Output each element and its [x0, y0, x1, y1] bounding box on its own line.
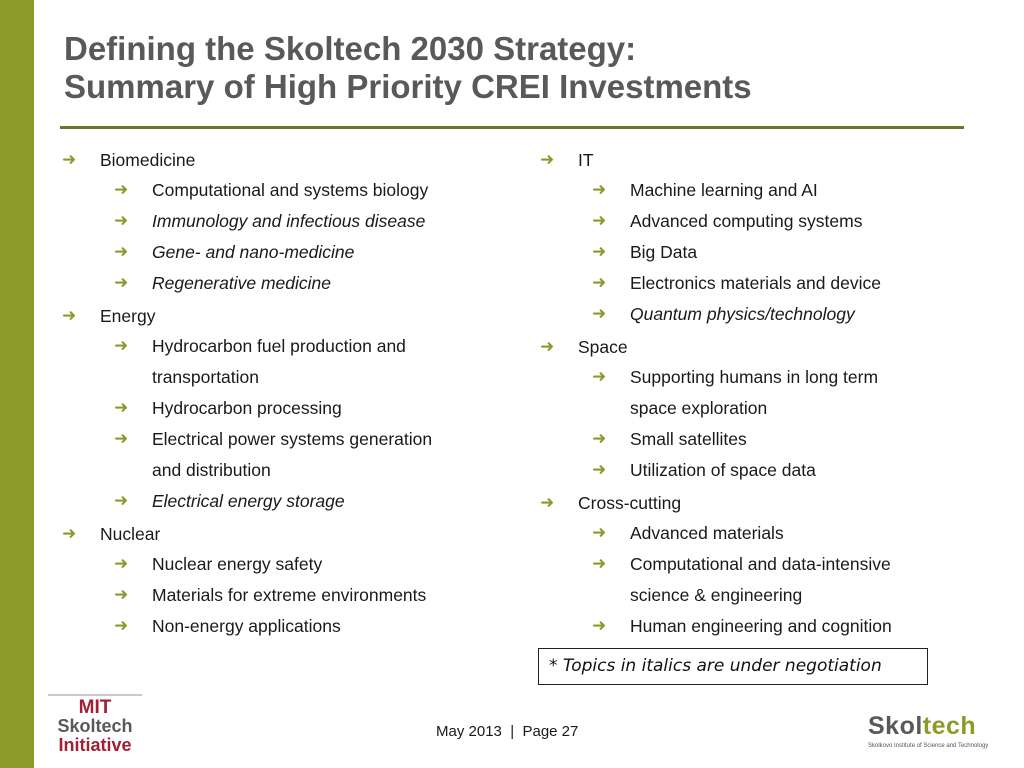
- topic-item: [540, 148, 960, 330]
- arrow-icon: ➜: [114, 554, 129, 574]
- subtopic-label: Electrical energy storage: [152, 491, 345, 511]
- arrow-icon: ➜: [592, 367, 607, 387]
- topic-item: [62, 522, 492, 642]
- subtopic-label: Human engineering and cognition: [630, 616, 892, 636]
- subtopic-label-cont: science & engineering: [630, 585, 803, 605]
- footer: [436, 723, 578, 740]
- subtopic-label: Advanced computing systems: [630, 211, 863, 231]
- arrow-icon: ➜: [62, 306, 77, 326]
- arrow-icon: ➜: [592, 460, 607, 480]
- arrow-icon: ➜: [62, 524, 77, 544]
- left-accent-bar: [0, 0, 34, 768]
- arrow-icon: ➜: [114, 180, 129, 200]
- subtopic-label: Nuclear energy safety: [152, 554, 323, 574]
- subtopic-item: [100, 424, 492, 486]
- subtopic-label: Gene- and nano-medicine: [152, 242, 355, 262]
- subtopic-label: Non-energy applications: [152, 616, 341, 636]
- arrow-icon: ➜: [114, 242, 129, 262]
- subtopic-list: [578, 362, 960, 486]
- arrow-icon: ➜: [114, 585, 129, 605]
- arrow-icon: ➜: [62, 150, 77, 170]
- subtopic-label: Small satellites: [630, 429, 747, 449]
- subtopic-label-cont: space exploration: [630, 398, 768, 418]
- title-divider: [60, 126, 964, 129]
- title-line-2: Summary of High Priority CREI Investments: [64, 68, 752, 105]
- skoltech-logo: [868, 712, 992, 752]
- subtopic-label: Machine learning and AI: [630, 180, 818, 200]
- title-line-1: Defining the Skoltech 2030 Strategy:: [64, 30, 637, 67]
- arrow-icon: ➜: [114, 211, 129, 231]
- arrow-icon: ➜: [540, 493, 555, 513]
- subtopic-label: Regenerative medicine: [152, 273, 331, 293]
- arrow-icon: ➜: [114, 491, 129, 511]
- right-topic-list: [540, 148, 960, 647]
- subtopic-label: Computational and systems biology: [152, 180, 429, 200]
- subtopic-list: [578, 518, 960, 642]
- subtopic-item: [578, 362, 960, 424]
- subtopic-item: [100, 175, 492, 206]
- subtopic-label: Materials for extreme environments: [152, 585, 427, 605]
- arrow-icon: ➜: [592, 211, 607, 231]
- subtopic-item: [100, 611, 492, 642]
- topic-item: [540, 491, 960, 642]
- arrow-icon: ➜: [592, 554, 607, 574]
- logo-skoltech-text: Skoltech: [57, 716, 133, 736]
- subtopic-label: Supporting humans in long term: [630, 367, 879, 387]
- subtopic-item: [578, 299, 960, 330]
- logo-mit-text: MIT: [78, 697, 112, 718]
- arrow-icon: ➜: [592, 273, 607, 293]
- mit-skoltech-logo: [48, 694, 142, 758]
- subtopic-item: [578, 268, 960, 299]
- topic-label: Biomedicine: [100, 150, 196, 170]
- subtopic-label: Immunology and infectious disease: [152, 211, 426, 231]
- subtopic-item: [100, 331, 492, 393]
- arrow-icon: ➜: [114, 398, 129, 418]
- subtopic-item: [578, 206, 960, 237]
- subtopic-label-cont: transportation: [152, 367, 260, 387]
- topic-item: [540, 335, 960, 486]
- subtopic-item: [578, 455, 960, 486]
- arrow-icon: ➜: [540, 337, 555, 357]
- subtopic-label: Utilization of space data: [630, 460, 816, 480]
- arrow-icon: ➜: [114, 616, 129, 636]
- logo-divider: [48, 694, 142, 696]
- topic-label: Nuclear: [100, 524, 161, 544]
- subtopic-label: Computational and data-intensive: [630, 554, 891, 574]
- arrow-icon: ➜: [592, 304, 607, 324]
- italics-note: * Topics in italics are under negotiation: [538, 648, 928, 685]
- subtopic-item: [578, 518, 960, 549]
- subtopic-list: [100, 175, 492, 299]
- subtopic-label: Advanced materials: [630, 523, 784, 543]
- subtopic-list: [578, 175, 960, 330]
- logo-initiative-text: Initiative: [58, 735, 132, 755]
- subtopic-label: Hydrocarbon processing: [152, 398, 342, 418]
- subtopic-item: [578, 424, 960, 455]
- subtopic-label: Quantum physics/technology: [630, 304, 855, 324]
- subtopic-label-cont: and distribution: [152, 460, 271, 480]
- subtopic-item: [100, 237, 492, 268]
- subtopic-item: [578, 237, 960, 268]
- arrow-icon: ➜: [592, 523, 607, 543]
- arrow-icon: ➜: [114, 429, 129, 449]
- skoltech-wordmark: [868, 712, 976, 740]
- topic-item: [62, 304, 492, 517]
- subtopic-label: Big Data: [630, 242, 698, 262]
- footer-separator: |: [510, 723, 515, 740]
- arrow-icon: ➜: [592, 242, 607, 262]
- arrow-icon: ➜: [114, 273, 129, 293]
- wordmark-tech: tech: [922, 712, 977, 740]
- footer-date: May 2013: [436, 723, 502, 740]
- left-topic-list: [62, 148, 492, 647]
- topic-label: Space: [578, 337, 628, 357]
- subtopic-item: [578, 175, 960, 206]
- page-title: [64, 30, 984, 106]
- subtopic-list: [100, 549, 492, 642]
- subtopic-list: [100, 331, 492, 517]
- subtopic-item: [100, 393, 492, 424]
- footer-page: Page 27: [522, 723, 579, 740]
- wordmark-skol: Skol: [868, 712, 923, 740]
- subtopic-item: [100, 549, 492, 580]
- subtopic-item: [578, 611, 960, 642]
- arrow-icon: ➜: [592, 429, 607, 449]
- topic-label: IT: [578, 150, 594, 170]
- subtopic-item: [100, 268, 492, 299]
- subtopic-item: [100, 206, 492, 237]
- subtopic-label: Hydrocarbon fuel production and: [152, 336, 406, 356]
- subtopic-item: [100, 486, 492, 517]
- topic-item: [62, 148, 492, 299]
- subtopic-item: [578, 549, 960, 611]
- arrow-icon: ➜: [592, 616, 607, 636]
- subtopic-label: Electrical power systems generation: [152, 429, 433, 449]
- topic-label: Cross-cutting: [578, 493, 682, 513]
- topic-label: Energy: [100, 306, 156, 326]
- skoltech-tagline: Skolkovo Institute of Science and Technology: [868, 743, 989, 749]
- arrow-icon: ➜: [114, 336, 129, 356]
- subtopic-label: Electronics materials and device: [630, 273, 881, 293]
- subtopic-item: [100, 580, 492, 611]
- arrow-icon: ➜: [540, 150, 555, 170]
- arrow-icon: ➜: [592, 180, 607, 200]
